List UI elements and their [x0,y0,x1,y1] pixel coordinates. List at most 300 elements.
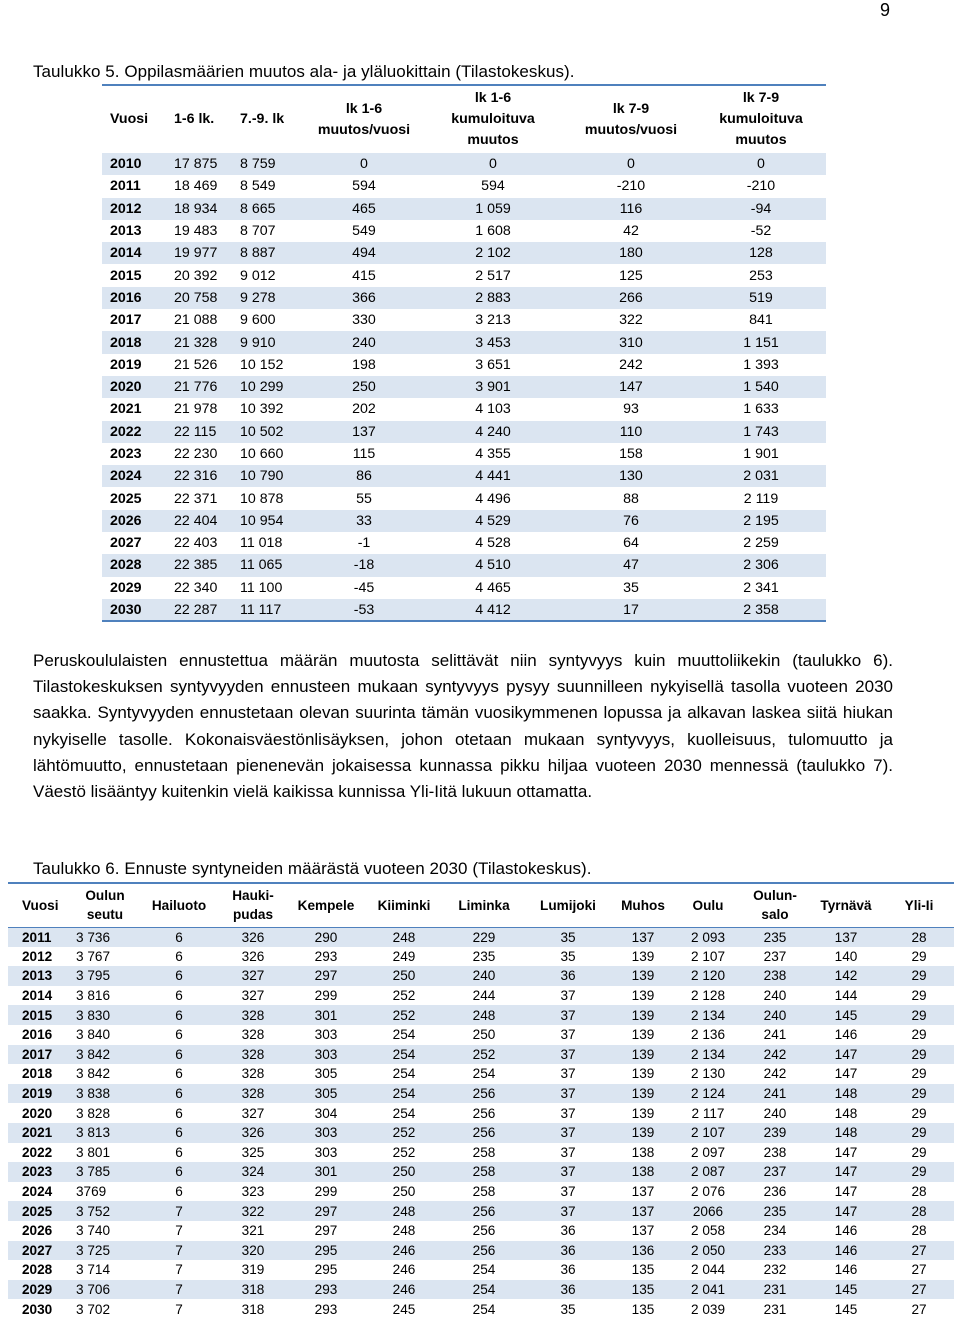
table6-header-cell: Yli-Ii [884,883,954,927]
value-cell: 325 [241,1144,265,1160]
value-cell: 139 [631,1027,655,1043]
table5-header-7-9-cumulative: lk 7-9 kumuloituva muutos [696,85,826,153]
value-cell: 36 [560,1223,576,1239]
value-cell: 0 [489,156,497,173]
value-cell: 258 [472,1184,496,1200]
value-cell: 242 [619,356,643,373]
value-cell: 494 [352,245,376,262]
value-cell: 2 517 [475,267,511,284]
table-row [8,1260,954,1280]
value-cell: 318 [241,1301,265,1317]
table-row [8,1221,954,1241]
year-cell: 2029 [110,579,142,596]
table-row [102,532,826,554]
value-cell: 240 [472,968,496,984]
value-cell: 20 758 [174,289,218,306]
value-cell: 139 [631,1125,655,1141]
table6-birth-forecast [8,882,954,1319]
value-cell: 3 901 [475,379,511,396]
value-cell: 147 [834,1144,858,1160]
table-row [8,947,954,967]
year-cell: 2029 [22,1281,53,1297]
table6-body [8,927,954,1319]
value-cell: 1 743 [743,423,779,440]
value-cell: 136 [631,1242,655,1258]
value-cell: 27 [911,1281,927,1297]
value-cell: 297 [314,1223,338,1239]
value-cell: 135 [631,1281,655,1297]
page-number: 9 [879,0,890,20]
value-cell: 29 [911,968,927,984]
value-cell: 549 [352,223,376,240]
value-cell: 253 [749,267,773,284]
value-cell: 37 [560,1184,576,1200]
value-cell: 241 [763,1086,787,1102]
year-cell: 2020 [22,1105,53,1121]
table-row [102,287,826,309]
table6-header-cell: Vuosi [8,883,70,927]
year-cell: 2030 [22,1301,53,1317]
value-cell: 244 [472,988,496,1004]
value-cell: 303 [314,1027,338,1043]
value-cell: 2 117 [691,1105,725,1121]
value-cell: 246 [392,1281,416,1297]
value-cell: 148 [834,1086,858,1102]
value-cell: 7 [175,1262,183,1278]
value-cell: 36 [560,1262,576,1278]
value-cell: 146 [834,1223,858,1239]
table-row [8,986,954,1006]
value-cell: 3 801 [76,1144,111,1160]
value-cell: 2 058 [690,1223,726,1239]
year-cell: 2025 [22,1203,53,1219]
value-cell: 137 [631,1203,655,1219]
value-cell: 234 [763,1223,787,1239]
value-cell: 237 [763,948,787,964]
value-cell: 2 128 [690,988,726,1004]
value-cell: 37 [560,1027,576,1043]
value-cell: 139 [631,988,655,1004]
table-row [102,398,826,420]
value-cell: 254 [392,1086,416,1102]
value-cell: 4 465 [475,579,511,596]
year-cell: 2027 [22,1242,53,1258]
year-cell: 2022 [22,1144,53,1160]
value-cell: 0 [360,156,368,173]
value-cell: 310 [619,334,643,351]
value-cell: 1 059 [475,200,511,217]
value-cell: 2 259 [743,535,779,552]
year-cell: 2024 [22,1184,53,1200]
value-cell: 6 [175,1164,183,1180]
value-cell: 35 [560,1301,576,1317]
value-cell: 36 [560,968,576,984]
value-cell: 293 [314,1281,338,1297]
value-cell: 36 [560,1242,576,1258]
value-cell: 142 [834,968,858,984]
table-row [102,577,826,599]
value-cell: 4 528 [475,535,511,552]
value-cell: 27 [911,1301,927,1317]
value-cell: 2 050 [690,1242,726,1258]
value-cell: 2 883 [475,289,511,306]
value-cell: 22 287 [174,601,218,618]
value-cell: 7 [175,1223,183,1239]
value-cell: 254 [472,1262,496,1278]
value-cell: 2 124 [690,1086,726,1102]
value-cell: 37 [560,1203,576,1219]
value-cell: 11 100 [240,579,283,596]
year-cell: 2023 [110,446,142,462]
value-cell: 235 [763,929,787,945]
value-cell: 4 240 [475,423,511,440]
value-cell: -18 [353,557,375,574]
value-cell: 254 [392,1105,416,1121]
year-cell: 2014 [22,988,53,1004]
value-cell: 22 115 [174,423,217,440]
value-cell: 145 [834,1007,858,1023]
value-cell: 2 119 [743,490,779,507]
table6-header-cell: Oulun seutu [70,883,140,927]
value-cell: 21 088 [174,312,218,329]
year-cell: 2011 [110,178,141,195]
table5-header-grade-7-9: 7.-9. lk [234,85,308,153]
year-cell: 2022 [110,423,142,440]
value-cell: 303 [314,1046,338,1062]
value-cell: 248 [392,929,416,945]
value-cell: 1 633 [743,401,779,418]
value-cell: 4 103 [475,401,511,418]
value-cell: 250 [352,379,376,396]
value-cell: 33 [356,512,372,529]
value-cell: 3 706 [76,1281,111,1297]
value-cell: 147 [834,1203,858,1219]
value-cell: 242 [763,1046,787,1062]
value-cell: 2 341 [743,579,779,596]
value-cell: 139 [631,968,655,984]
value-cell: 254 [392,1066,416,1082]
value-cell: 6 [175,1144,183,1160]
table6-header-cell: Hailuoto [140,883,218,927]
value-cell: 3 830 [76,1007,111,1023]
value-cell: 137 [352,423,376,440]
value-cell: 6 [175,1086,183,1102]
value-cell: 22 371 [174,490,218,507]
value-cell: 2 358 [743,601,779,618]
value-cell: 249 [392,948,416,964]
value-cell: 3 840 [76,1027,111,1043]
value-cell: 328 [241,1086,265,1102]
value-cell: 2 076 [690,1184,726,1200]
value-cell: 245 [392,1301,416,1317]
value-cell: 10 878 [240,490,284,507]
value-cell: 6 [175,1007,183,1023]
value-cell: 3 752 [76,1203,111,1219]
value-cell: 8 549 [240,178,276,195]
value-cell: 130 [619,468,643,485]
value-cell: 10 299 [240,379,284,396]
value-cell: 2 102 [475,245,511,262]
table5-header-1-6-cumulative: lk 1-6 kumuloituva muutos [420,85,566,153]
value-cell: 137 [631,1223,655,1239]
value-cell: 2066 [692,1203,724,1219]
value-cell: 27 [911,1242,927,1258]
value-cell: 22 340 [174,579,218,596]
value-cell: 305 [314,1086,338,1102]
value-cell: 328 [241,1007,265,1023]
year-cell: 2028 [22,1262,53,1278]
value-cell: 2 097 [690,1144,726,1160]
value-cell: 22 385 [174,557,218,574]
value-cell: 93 [623,401,639,418]
table-row [8,1299,954,1319]
value-cell: 465 [352,200,376,217]
value-cell: 116 [619,200,643,217]
table-row [8,1182,954,1202]
value-cell: 293 [314,948,338,964]
value-cell: 37 [560,988,576,1004]
table5-caption: Taulukko 5. Oppilasmäärien muutos ala- ja yläluokittain (Tilastokeskus). [33,62,575,81]
table-row [102,264,826,286]
value-cell: 239 [763,1125,787,1141]
value-cell: 328 [241,1066,265,1082]
value-cell: 17 875 [174,156,218,173]
year-cell: 2023 [22,1164,53,1180]
value-cell: 147 [834,1184,858,1200]
value-cell: 235 [472,948,496,964]
value-cell: 8 887 [240,245,276,262]
value-cell: 7 [175,1242,183,1258]
value-cell: 3 714 [76,1262,111,1278]
year-cell: 2013 [110,223,142,240]
table-row [102,354,826,376]
value-cell: 29 [911,1164,927,1180]
value-cell: 303 [314,1144,338,1160]
value-cell: 128 [749,245,773,262]
table-row [8,1280,954,1300]
value-cell: 28 [911,1203,927,1219]
table-row [8,1103,954,1123]
table-row [8,927,954,947]
value-cell: 139 [631,1046,655,1062]
value-cell: 328 [241,1046,265,1062]
value-cell: 328 [241,1027,265,1043]
value-cell: 327 [241,968,265,984]
year-cell: 2014 [110,245,142,262]
value-cell: 320 [241,1242,265,1258]
value-cell: 29 [911,1046,927,1062]
value-cell: 37 [560,1046,576,1062]
value-cell: 22 230 [174,446,218,462]
value-cell: 135 [631,1262,655,1278]
value-cell: 3 767 [76,948,111,964]
value-cell: 145 [834,1301,858,1317]
value-cell: 19 483 [174,223,218,240]
value-cell: 232 [763,1262,787,1278]
table5-header-7-9-change: lk 7-9 muutos/vuosi [566,85,696,153]
value-cell: 35 [560,948,576,964]
value-cell: 330 [352,312,376,329]
table5-student-counts [102,84,826,622]
value-cell: 42 [623,223,639,240]
table-row [102,309,826,331]
value-cell: 594 [481,178,505,195]
value-cell: 35 [623,579,639,596]
value-cell: 11 117 [240,601,282,618]
table6-header-cell: Oulu [674,883,742,927]
value-cell: 8 707 [240,223,276,240]
table6-header-cell: Tyrnävä [808,883,884,927]
value-cell: 254 [472,1066,496,1082]
value-cell: 10 660 [240,446,284,462]
value-cell: 301 [314,1164,338,1180]
value-cell: 236 [763,1184,787,1200]
value-cell: 37 [560,1144,576,1160]
value-cell: 138 [631,1144,655,1160]
value-cell: -94 [750,200,772,217]
value-cell: 6 [175,1066,183,1082]
table6-header-cell: Kempele [288,883,364,927]
table-row [8,1162,954,1182]
table6-header-row [8,883,954,927]
value-cell: 28 [911,929,927,945]
value-cell: 1 540 [743,379,779,396]
value-cell: 319 [241,1262,265,1278]
value-cell: 28 [911,1184,927,1200]
value-cell: 76 [623,512,639,529]
value-cell: 258 [472,1164,496,1180]
year-cell: 2012 [22,948,53,964]
value-cell: 37 [560,1007,576,1023]
value-cell: 37 [560,1105,576,1121]
value-cell: 37 [560,1066,576,1082]
value-cell: -52 [750,223,772,240]
value-cell: 158 [619,446,643,462]
value-cell: 2 134 [690,1046,726,1062]
year-cell: 2015 [110,267,142,284]
value-cell: 254 [392,1027,416,1043]
value-cell: 256 [472,1086,496,1102]
value-cell: 7 [175,1203,183,1219]
value-cell: 235 [763,1203,787,1219]
value-cell: 86 [356,468,372,485]
year-cell: 2021 [110,401,142,418]
value-cell: 3 816 [76,988,111,1004]
value-cell: 37 [560,1125,576,1141]
value-cell: 250 [472,1027,496,1043]
table-row [102,487,826,509]
value-cell: 326 [241,929,265,945]
value-cell: 146 [834,1027,858,1043]
value-cell: 6 [175,988,183,1004]
value-cell: 146 [834,1242,858,1258]
table-row [8,1045,954,1065]
table-row [8,1005,954,1025]
year-cell: 2016 [110,289,142,306]
value-cell: 321 [241,1223,265,1239]
value-cell: 29 [911,1105,927,1121]
value-cell: 252 [392,1144,416,1160]
table-row [8,1143,954,1163]
value-cell: 250 [392,1164,416,1180]
value-cell: 297 [314,1203,338,1219]
value-cell: 327 [241,988,265,1004]
value-cell: 252 [392,1125,416,1141]
value-cell: 3 740 [76,1223,111,1239]
year-cell: 2017 [22,1046,53,1062]
value-cell: 231 [763,1301,787,1317]
value-cell: 18 469 [174,178,218,195]
value-cell: 241 [763,1027,787,1043]
year-cell: 2018 [110,334,142,351]
table-row [102,198,826,220]
value-cell: 137 [631,929,655,945]
value-cell: 148 [834,1105,858,1121]
value-cell: 4 496 [475,490,511,507]
value-cell: 295 [314,1242,338,1258]
value-cell: 297 [314,968,338,984]
table-row [102,554,826,576]
table-row [8,1025,954,1045]
value-cell: 55 [356,490,372,507]
value-cell: 305 [314,1066,338,1082]
value-cell: 238 [763,1144,787,1160]
value-cell: 29 [911,1066,927,1082]
value-cell: 2 134 [690,1007,726,1023]
value-cell: 266 [619,289,643,306]
value-cell: 18 934 [174,200,218,217]
table-row [8,1241,954,1261]
value-cell: 137 [631,1184,655,1200]
value-cell: 323 [241,1184,265,1200]
value-cell: 10 392 [240,401,284,418]
value-cell: 139 [631,948,655,964]
year-cell: 2019 [22,1086,53,1102]
value-cell: 22 316 [174,468,218,485]
value-cell: 29 [911,988,927,1004]
value-cell: 0 [627,156,635,173]
value-cell: 3 725 [76,1242,111,1258]
value-cell: -53 [353,601,375,618]
value-cell: 21 526 [174,356,218,373]
value-cell: 293 [314,1301,338,1317]
value-cell: 135 [631,1301,655,1317]
value-cell: 248 [392,1223,416,1239]
value-cell: 3 651 [475,356,511,373]
value-cell: 3 213 [475,312,511,329]
value-cell: 2 130 [690,1066,726,1082]
value-cell: 2 041 [690,1281,726,1297]
value-cell: 148 [834,1125,858,1141]
table-row [102,153,826,175]
table-row [102,376,826,398]
table5-header-row [102,85,826,153]
value-cell: 140 [834,948,858,964]
value-cell: 29 [911,948,927,964]
value-cell: 198 [352,356,376,373]
value-cell: 295 [314,1262,338,1278]
year-cell: 2025 [110,490,142,507]
value-cell: 594 [352,178,376,195]
value-cell: 240 [763,1105,787,1121]
table5-header-grade-1-6: 1-6 lk. [168,85,234,153]
value-cell: 3 785 [76,1164,111,1180]
value-cell: 145 [834,1281,858,1297]
table-row [8,1064,954,1084]
value-cell: 139 [631,1007,655,1023]
value-cell: 258 [472,1144,496,1160]
value-cell: 231 [763,1281,787,1297]
